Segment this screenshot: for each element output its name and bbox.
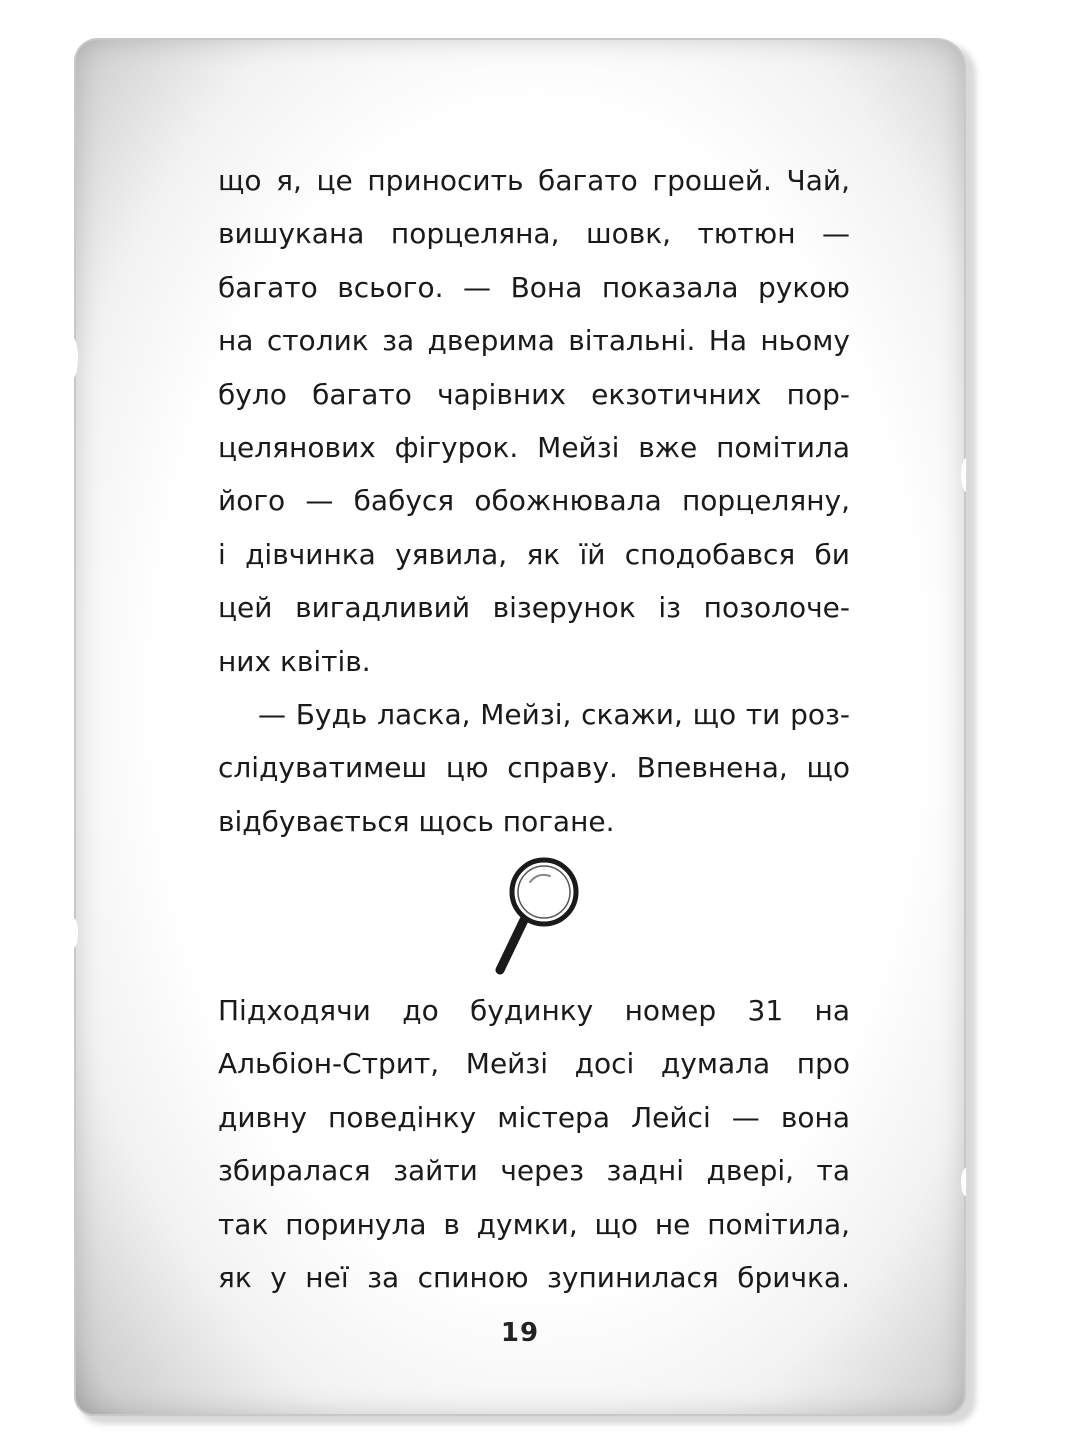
text-line: збиралася зайти через задні двері, та xyxy=(218,1154,850,1188)
dialogue-line: відбувається щось погане. xyxy=(218,804,615,838)
text-line: було багато чарівних екзотичних пор- xyxy=(218,377,850,411)
text-line: так поринула в думки, що не помітила, xyxy=(218,1207,850,1241)
text-block-bottom xyxy=(218,984,850,1304)
text-line: вишукана порцеляна, шовк, тютюн — xyxy=(218,217,850,251)
text-line: як у неї за спиною зупинилася бричка. xyxy=(218,1261,850,1295)
text-line: і дівчинка уявила, як їй сподобався би xyxy=(218,537,850,571)
book-page xyxy=(74,38,966,1416)
text-line: них квітів. xyxy=(218,644,371,678)
page-number: 19 xyxy=(500,1318,540,1348)
text-line: цей вигадливий візерунок із позолоче- xyxy=(218,591,850,625)
text-line: багато всього. — Вона показала рукою xyxy=(218,270,850,304)
text-line: Альбіон-Стрит, Мейзі досі думала про xyxy=(218,1047,850,1081)
text-line: його — бабуся обожнювала порцеляну, xyxy=(218,484,850,518)
dialogue-line: — Будь ласка, Мейзі, скажи, що ти роз- xyxy=(258,698,850,732)
torn-edge xyxy=(961,1168,966,1196)
torn-edge xyxy=(961,458,966,492)
text-line: целянових фігурок. Мейзі вже помітила xyxy=(218,431,850,465)
magnifying-glass-icon xyxy=(492,838,582,988)
text-line: Підходячи до будинку номер 31 на xyxy=(218,994,850,1027)
text-line: дивну поведінку містера Лейсі — вона xyxy=(218,1100,850,1134)
dialogue-line: слідуватимеш цю справу. Впевнена, що xyxy=(218,751,850,785)
text-line: що я, це приносить багато грошей. Чай, xyxy=(218,164,850,197)
text-block-top xyxy=(218,154,850,848)
torn-edge xyxy=(74,918,78,948)
text-line: на столик за дверима вітальні. На ньому xyxy=(218,324,850,358)
torn-edge xyxy=(74,338,78,378)
